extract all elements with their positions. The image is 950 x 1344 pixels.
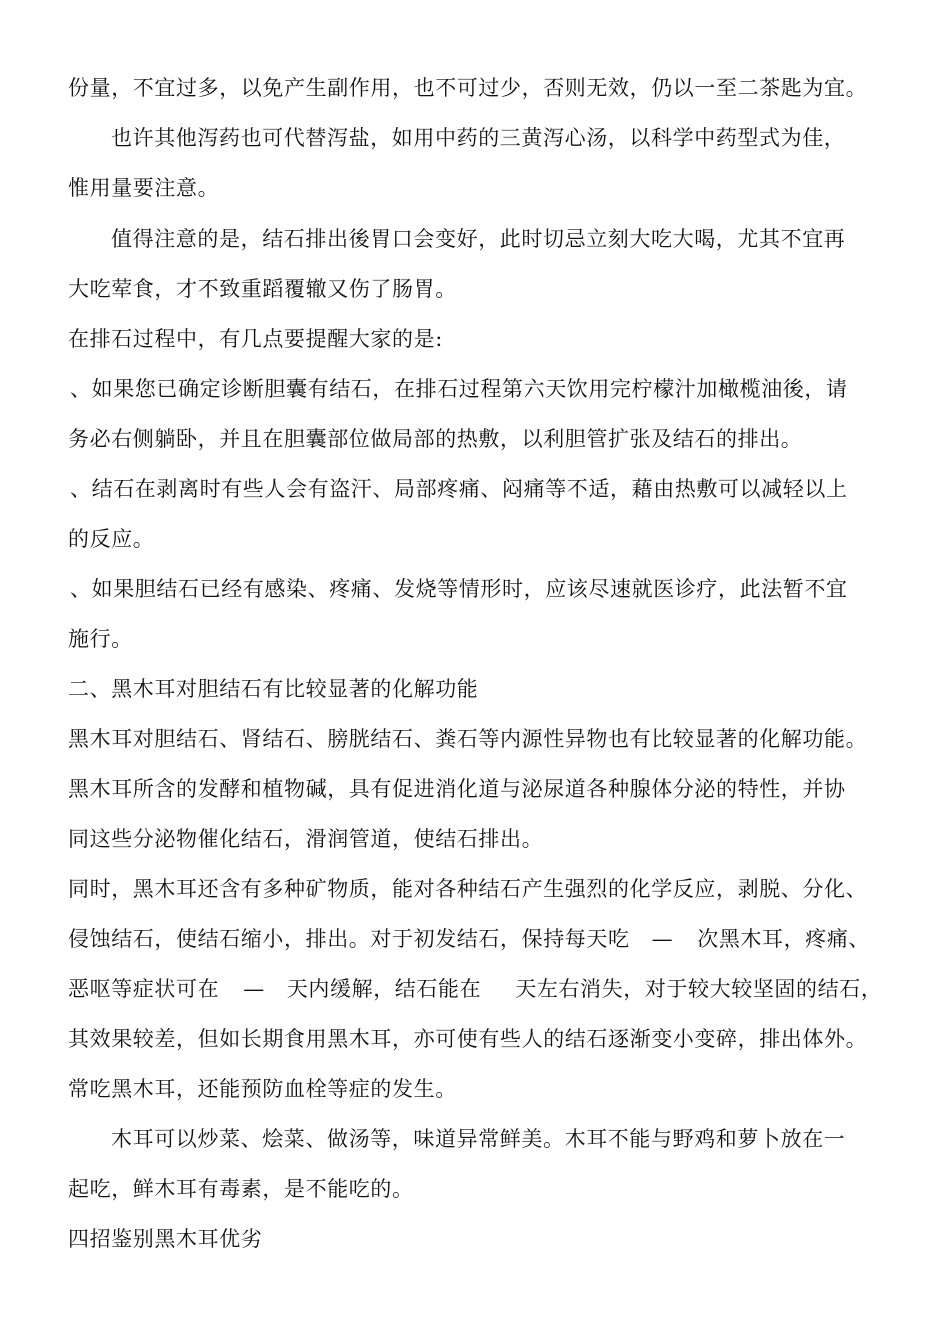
text-segment: 侵蚀结石，使结石缩小，排出。对于初发结石，保持每天吃 (68, 927, 630, 951)
paragraph-line: 起吃，鲜木耳有毒素，是不能吃的。 (68, 1177, 414, 1201)
text-segment: 天内缓解，结石能在 (286, 977, 482, 1001)
paragraph-line: 同时，黑木耳还含有多种矿物质，能对各种结石产生强烈的化学反应，剥脱、分化、 (68, 877, 868, 901)
paragraph-line: 其效果较差，但如长期食用黑木耳，亦可使有些人的结石逐渐变小变碎，排出体外。 (68, 1027, 868, 1051)
paragraph-line: 木耳可以炒菜、烩菜、做汤等，味道异常鲜美。木耳不能与野鸡和萝卜放在一 (111, 1127, 846, 1151)
text-segment: 恶呕等症状可在 (68, 977, 220, 1001)
paragraph-line: 常吃黑木耳，还能预防血栓等症的发生。 (68, 1077, 457, 1101)
paragraph-line (68, 976, 882, 1002)
paragraph-line (68, 926, 870, 952)
paragraph-line: 同这些分泌物催化结石，滑润管道，使结石排出。 (68, 827, 544, 851)
section-heading: 四招鉴别黑木耳优劣 (68, 1227, 263, 1251)
paragraph-line: 黑木耳对胆结石、肾结石、膀胱结石、粪石等内源性异物也有比较显著的化解功能。 (68, 727, 868, 751)
paragraph-line: 也许其他泻药也可代替泻盐，如用中药的三黄泻心汤，以科学中药型式为佳， (111, 126, 846, 150)
paragraph-line: 值得注意的是，结石排出後胃口会变好，此时切忌立刻大吃大喝，尤其不宜再 (111, 227, 846, 251)
list-item-line: 、结石在剥离时有些人会有盗汗、局部疼痛、闷痛等不适，藉由热敷可以减轻以上 (70, 477, 848, 501)
dash-mark: — (651, 927, 674, 951)
list-item-line: 务必右侧躺卧，并且在胆囊部位做局部的热敷，以利胆管扩张及结石的排出。 (68, 427, 803, 451)
list-item-line: 、如果您已确定诊断胆囊有结石，在排石过程第六天饮用完柠檬汁加橄榄油後，请 (70, 377, 848, 401)
text-segment: 天左右消失，对于较大较坚固的结石， (515, 977, 883, 1001)
paragraph-line: 大吃荤食，才不致重蹈覆辙又伤了肠胃。 (68, 277, 457, 301)
paragraph-line: 份量，不宜过多，以免产生副作用，也不可过少，否则无效，仍以一至二茶匙为宜。 (68, 76, 868, 100)
paragraph-line: 在排石过程中，有几点要提醒大家的是: (68, 327, 443, 351)
list-item-line: 的反应。 (68, 527, 155, 551)
list-item-line: 、如果胆结石已经有感染、疼痛、发烧等情形时，应该尽速就医诊疗，此法暂不宜 (70, 577, 848, 601)
list-item-line: 施行。 (68, 627, 133, 651)
paragraph-line: 黑木耳所含的发酵和植物碱，具有促进消化道与泌尿道各种腺体分泌的特性，并协 (68, 777, 846, 801)
paragraph-line: 惟用量要注意。 (68, 176, 220, 200)
section-heading: 二、黑木耳对胆结石有比较显著的化解功能 (68, 677, 479, 701)
text-segment: 次黑木耳，疼痛、 (697, 927, 871, 951)
dash-mark: — (243, 977, 265, 1001)
